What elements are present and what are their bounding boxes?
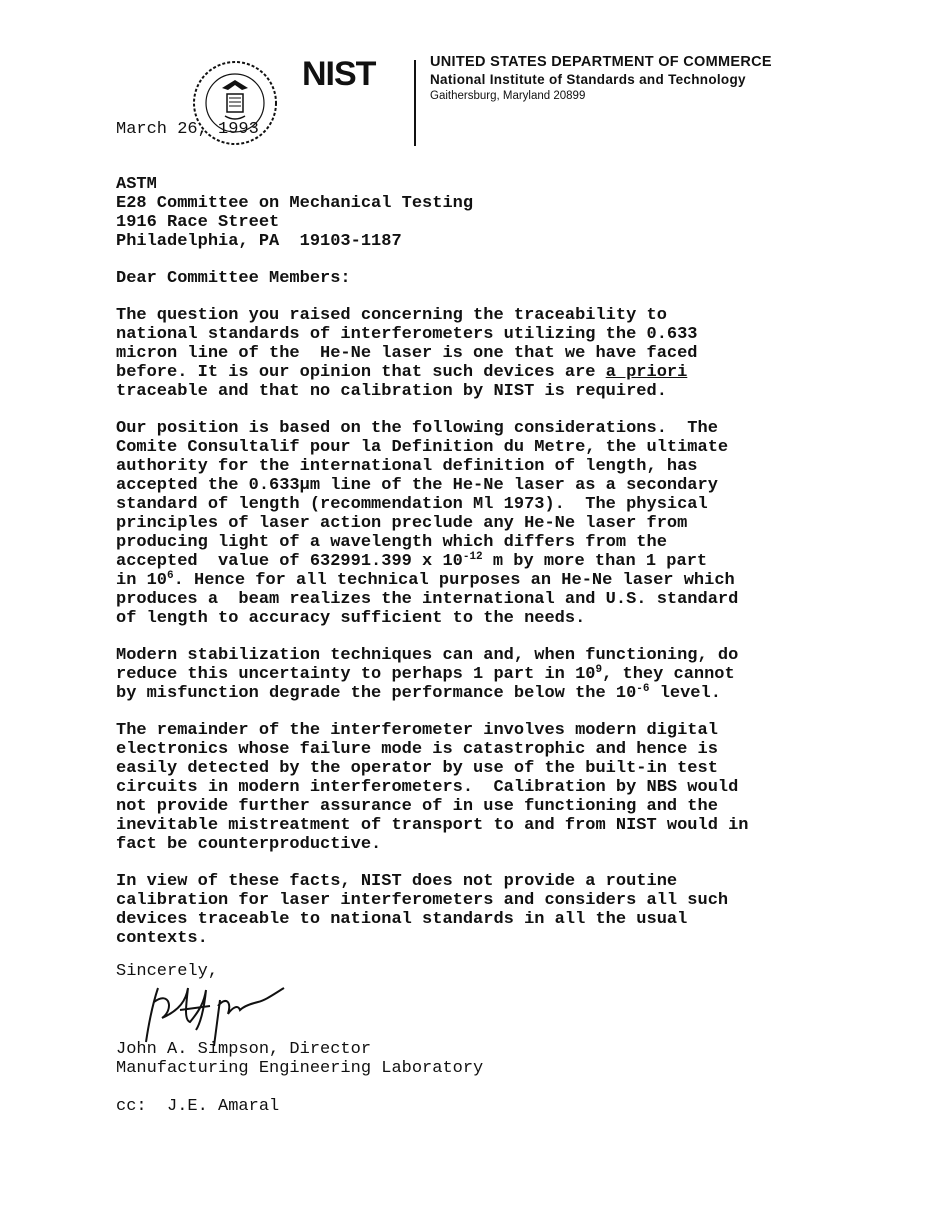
paragraph-line: In view of these facts, NIST does not provide a routine	[116, 872, 678, 891]
exponent: 6	[167, 570, 174, 582]
letterhead-divider	[414, 60, 416, 146]
recipient-line: E28 Committee on Mechanical Testing	[116, 194, 474, 213]
paragraph-line: accepted the 0.633µm line of the He-Ne laser as a secondary	[116, 476, 718, 495]
salutation-text: Dear Committee Members:	[116, 269, 351, 288]
text-run: by misfunction degrade the performance below the 10	[116, 684, 637, 703]
paragraph-line: The remainder of the interferometer involves modern digital	[116, 721, 718, 740]
exponent: -12	[462, 551, 483, 563]
text-run: in 10	[116, 571, 168, 590]
paragraph-line: circuits in modern interferometers. Calibration by NBS would	[116, 778, 739, 797]
paragraph-line: Comite Consultalif pour la Definition du Metre, the ultimate	[116, 438, 729, 457]
cc-name: J.E. Amaral	[167, 1097, 280, 1116]
paragraph-line: micron line of the He-Ne laser is one that we have faced	[116, 344, 698, 363]
text-run: reduce this uncertainty to perhaps 1 part in 10	[116, 665, 596, 684]
paragraph-3	[116, 646, 836, 703]
paragraph-line: electronics whose failure mode is catastrophic and hence is	[116, 740, 718, 759]
paragraph-line: calibration for laser interferometers and considers all such	[116, 891, 729, 910]
salutation	[116, 269, 836, 288]
paragraph-line: easily detected by the operator by use of the built-in test	[116, 759, 718, 778]
paragraph-line: produces a beam realizes the international and U.S. standard	[116, 590, 739, 609]
paragraph-line: The question you raised concerning the traceability to	[116, 306, 667, 325]
signer-unit: Manufacturing Engineering Laboratory	[116, 1059, 484, 1078]
paragraph-line: Modern stabilization techniques can and, when functioning, do	[116, 646, 739, 665]
paragraph-4	[116, 721, 836, 854]
paragraph-line: standard of length (recommendation Ml 1973). The physical	[116, 495, 708, 514]
text-run: accepted value of 632991.399 x 10	[116, 552, 463, 571]
paragraph-line	[116, 363, 836, 382]
cc-label: cc:	[116, 1097, 147, 1116]
paragraph-line: contexts.	[116, 929, 208, 948]
signer-block	[116, 1040, 483, 1078]
recipient-line: Philadelphia, PA 19103-1187	[116, 232, 402, 251]
letter-date: March 26, 1993	[116, 120, 259, 139]
closing: Sincerely,	[116, 962, 219, 981]
paragraph-line	[116, 684, 836, 703]
institute-name: National Institute of Standards and Technology	[430, 72, 746, 87]
exponent: 9	[595, 664, 603, 676]
institute-address: Gaithersburg, Maryland 20899	[430, 90, 586, 102]
agency-block	[430, 54, 772, 104]
text-run: m by more than 1 part	[482, 552, 708, 571]
paragraph-line: of length to accuracy sufficient to the needs.	[116, 609, 586, 628]
department-name: UNITED STATES DEPARTMENT OF COMMERCE	[430, 54, 772, 70]
nist-logo: NIST	[302, 55, 376, 93]
paragraph-line: national standards of interferometers utilizing the 0.633	[116, 325, 698, 344]
paragraph-line: authority for the international definition of length, has	[116, 457, 698, 476]
paragraph-line: devices traceable to national standards in all the usual	[116, 910, 688, 929]
paragraph-line: inevitable mistreatment of transport to and from NIST would in	[116, 816, 749, 835]
paragraph-1	[116, 306, 836, 401]
recipient-address	[116, 175, 836, 251]
text-run: , they cannot	[602, 665, 735, 684]
signer-name: John A. Simpson, Director	[116, 1040, 372, 1059]
paragraph-line: fact be counterproductive.	[116, 835, 382, 854]
recipient-line: ASTM	[116, 175, 157, 194]
paragraph-line: traceable and that no calibration by NIST is required.	[116, 382, 667, 401]
paragraph-5	[116, 872, 836, 948]
paragraph-line: not provide further assurance of in use functioning and the	[116, 797, 718, 816]
text-run: . Hence for all technical purposes an He-Ne laser which	[173, 571, 735, 590]
text-run: before. It is our opinion that such devices are	[116, 363, 606, 382]
letter-body	[116, 175, 836, 966]
paragraph-line: Our position is based on the following considerations. The	[116, 419, 718, 438]
exponent: -6	[636, 683, 650, 695]
a-priori-underlined: a priori	[605, 363, 688, 382]
paragraph-line: producing light of a wavelength which differs from the	[116, 533, 667, 552]
paragraph-2	[116, 419, 836, 628]
recipient-line: 1916 Race Street	[116, 213, 280, 232]
cc-line	[116, 1097, 279, 1116]
text-run: level.	[649, 684, 721, 703]
paragraph-line	[116, 665, 836, 684]
paragraph-line	[116, 571, 836, 590]
paragraph-line	[116, 552, 836, 571]
paragraph-line: principles of laser action preclude any He-Ne laser from	[116, 514, 688, 533]
